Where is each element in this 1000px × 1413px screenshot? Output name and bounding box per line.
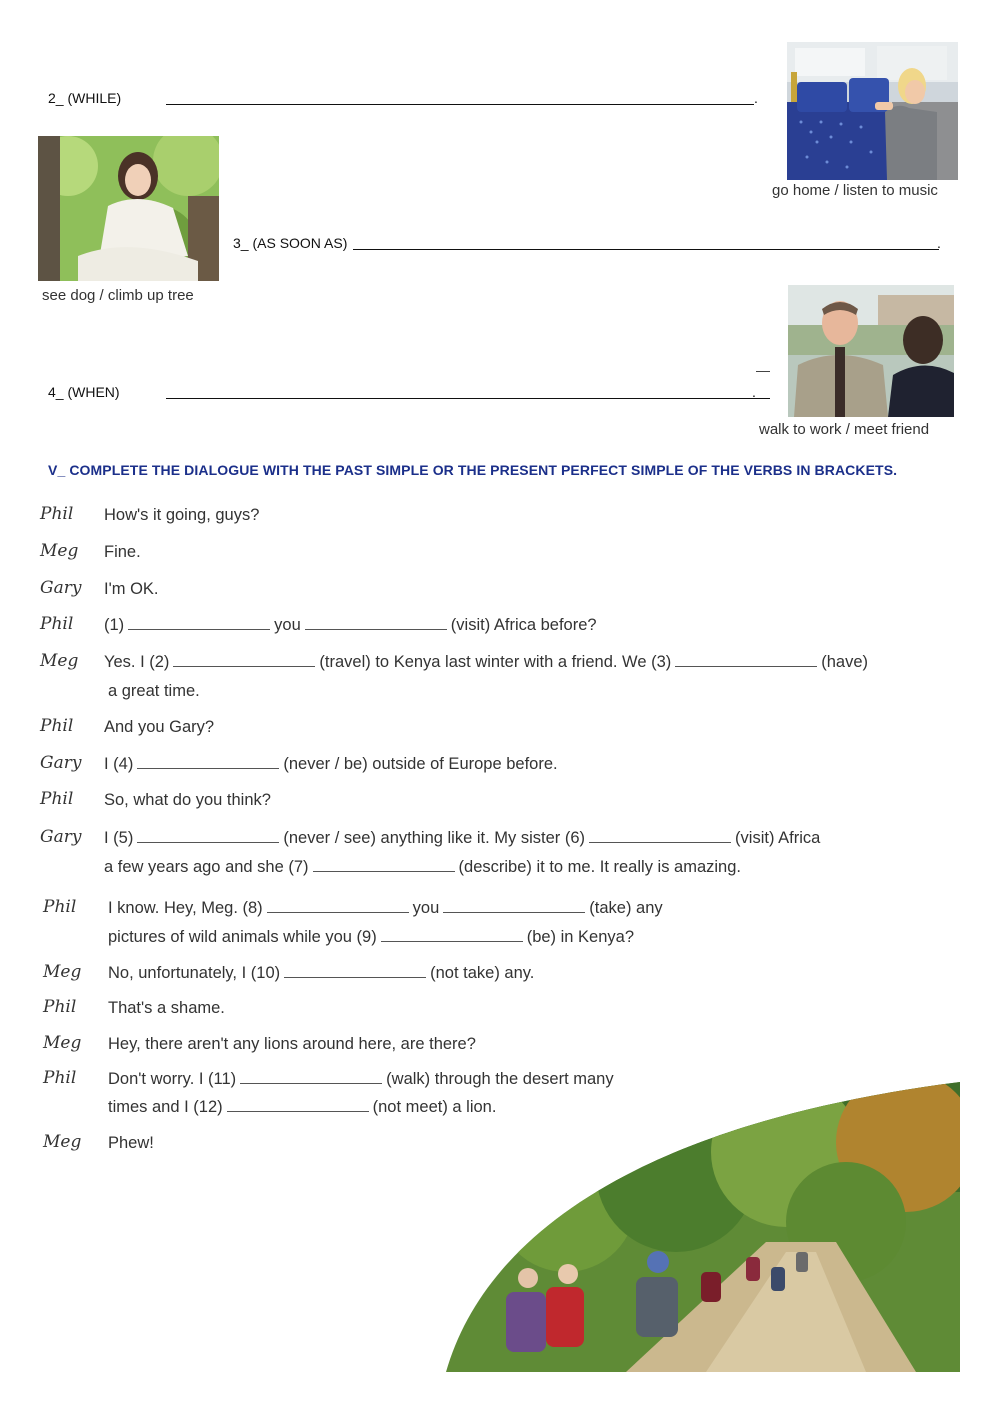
speaker-name: Meg xyxy=(43,1033,82,1053)
blank-10[interactable] xyxy=(284,964,426,978)
blank-5[interactable] xyxy=(137,829,279,843)
speaker-name: Gary xyxy=(40,578,82,598)
blank-1[interactable] xyxy=(128,616,270,630)
speaker-name: Meg xyxy=(43,962,82,982)
section-v-heading: V_ COMPLETE THE DIALOGUE WITH THE PAST SIMPLE OR THE PRESENT PERFECT SIMPLE OF THE VERBS IN BRACKETS. xyxy=(48,462,898,478)
line-text: (not take) any. xyxy=(430,964,535,982)
dialogue-line-12: That's a shame. xyxy=(108,999,225,1017)
line-text: I (5) xyxy=(104,829,134,847)
line-text: (visit) Africa before? xyxy=(450,616,597,634)
line-text: a few years ago and she (7) xyxy=(104,858,309,876)
speaker-name: Phil xyxy=(43,997,77,1017)
dialogue-line-8: So, what do you think? xyxy=(104,791,271,809)
blank-2[interactable] xyxy=(173,653,315,667)
speaker-name: Phil xyxy=(40,504,74,524)
bus-photo xyxy=(787,42,958,180)
line-text: I know. Hey, Meg. (8) xyxy=(108,899,263,917)
dialogue-line-9-cont xyxy=(104,858,741,877)
blank-3[interactable] xyxy=(675,653,817,667)
line-text: (walk) through the desert many xyxy=(386,1070,614,1088)
blank-11[interactable] xyxy=(240,1070,382,1084)
dialogue-line-6: And you Gary? xyxy=(104,718,215,736)
hikers-photo xyxy=(446,1082,960,1372)
men-photo xyxy=(788,285,954,417)
line-text: (describe) it to me. It really is amazing. xyxy=(458,858,741,876)
line-text: you xyxy=(274,616,301,634)
dialogue-line-13: Hey, there aren't any lions around here, are there? xyxy=(108,1035,476,1053)
speaker-name: Meg xyxy=(43,1132,82,1152)
dialogue-line-5 xyxy=(104,653,868,672)
line-text: (never / see) anything like it. My sister (6) xyxy=(283,829,586,847)
dialogue-line-14-cont xyxy=(108,1098,496,1117)
line-text: (never / be) outside of Europe before. xyxy=(283,755,558,773)
dialogue-line-10-cont xyxy=(108,928,634,947)
line-text: (take) any xyxy=(589,899,663,917)
task-4-label: 4_ (WHEN) xyxy=(48,384,120,400)
task-3-period: . xyxy=(937,235,941,251)
line-text: pictures of wild animals while you (9) xyxy=(108,928,377,946)
speaker-name: Phil xyxy=(40,716,74,736)
blank-8b[interactable] xyxy=(443,899,585,913)
speaker-name: Phil xyxy=(43,897,77,917)
line-text: (have) xyxy=(821,653,869,671)
blank-1b[interactable] xyxy=(305,616,447,630)
task-4-extra-dash xyxy=(756,371,770,372)
speaker-name: Meg xyxy=(40,651,79,671)
task-3-answer-line[interactable] xyxy=(353,249,939,250)
dialogue-line-15: Phew! xyxy=(108,1134,154,1152)
task-4-period: . xyxy=(752,384,756,400)
dialogue-line-4 xyxy=(104,616,597,635)
speaker-name: Gary xyxy=(40,753,82,773)
blank-7[interactable] xyxy=(313,858,455,872)
line-text: you xyxy=(412,899,440,917)
bus-caption: go home / listen to music xyxy=(772,182,938,199)
dialogue-line-3: I'm OK. xyxy=(104,580,159,598)
dialogue-line-9 xyxy=(104,829,820,848)
speaker-name: Meg xyxy=(40,541,79,561)
blank-4[interactable] xyxy=(137,755,279,769)
line-text: (travel) to Kenya last winter with a friend. We (3) xyxy=(319,653,672,671)
task-2-label: 2_ (WHILE) xyxy=(48,90,122,106)
dialogue-line-10 xyxy=(108,899,663,918)
task-2-period: . xyxy=(754,90,758,106)
line-text: Don't worry. I (11) xyxy=(108,1070,237,1088)
line-text: I (4) xyxy=(104,755,134,773)
dialogue-line-1: How's it going, guys? xyxy=(104,506,260,524)
line-text: Yes. I (2) xyxy=(104,653,170,671)
speaker-name: Phil xyxy=(40,789,74,809)
dialogue-line-5-cont: a great time. xyxy=(108,682,200,700)
dialogue-line-2: Fine. xyxy=(104,543,141,561)
girl-caption: see dog / climb up tree xyxy=(42,287,194,304)
speaker-name: Phil xyxy=(40,614,74,634)
blank-8[interactable] xyxy=(267,899,409,913)
task-3-label: 3_ (AS SOON AS) xyxy=(233,235,348,251)
speaker-name: Gary xyxy=(40,827,82,847)
blank-6[interactable] xyxy=(589,829,731,843)
blank-12[interactable] xyxy=(227,1098,369,1112)
line-text: (1) xyxy=(104,616,125,634)
line-text: (not meet) a lion. xyxy=(372,1098,497,1116)
line-text: No, unfortunately, I (10) xyxy=(108,964,281,982)
task-4-answer-line[interactable] xyxy=(166,398,770,399)
line-text: times and I (12) xyxy=(108,1098,223,1116)
men-caption: walk to work / meet friend xyxy=(759,421,930,438)
line-text: (be) in Kenya? xyxy=(526,928,635,946)
blank-9[interactable] xyxy=(381,928,523,942)
speaker-name: Phil xyxy=(43,1068,77,1088)
line-text: (visit) Africa xyxy=(735,829,821,847)
task-2-answer-line[interactable] xyxy=(166,104,754,105)
girl-photo xyxy=(38,136,219,281)
dialogue-line-11 xyxy=(108,964,534,983)
dialogue-line-7 xyxy=(104,755,558,774)
